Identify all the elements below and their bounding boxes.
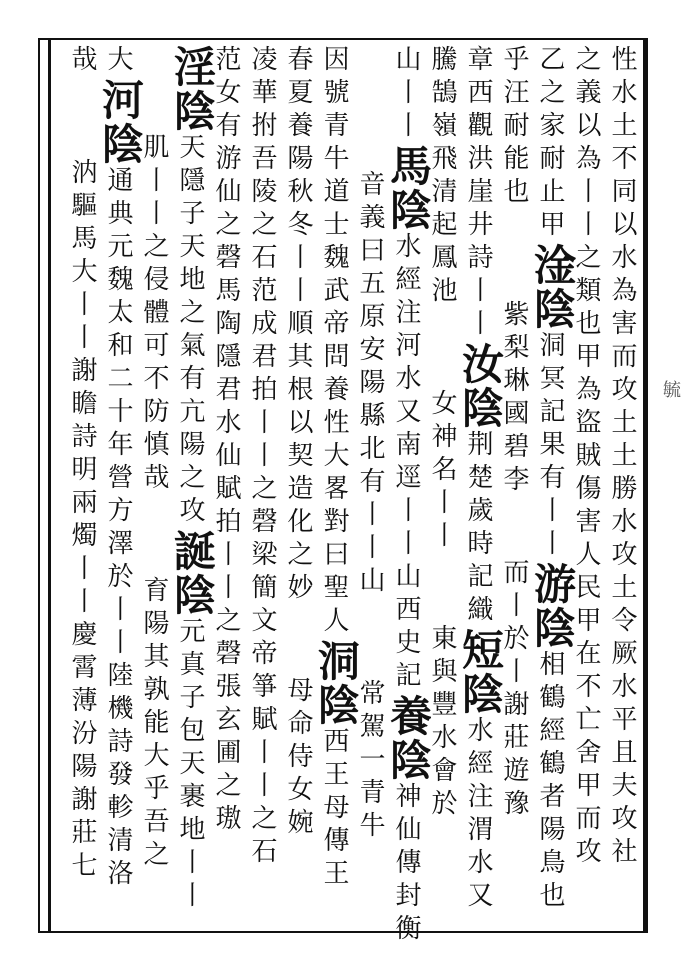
text-column-16 (64, 45, 100, 925)
text-segment: 汭驅馬大丨丨謝瞻詩明兩燭丨丨慶霄薄汾陽謝莊七 (67, 158, 97, 884)
headword: 養陰 (384, 694, 433, 782)
text-segment: 之義以為丨丨之類也甲為盜賊傷害人民甲在不亡舍甲而攻 (571, 45, 601, 870)
text-segment: 因號青牛道士魏武帝問養性大畧對曰聖人 (319, 45, 349, 639)
text-segment: 騰鵠嶺飛清起鳳池 (427, 45, 457, 309)
text-column-2 (568, 45, 604, 925)
text-segment: 常駕一青牛 (355, 679, 385, 844)
headword: 洞陰 (312, 639, 361, 727)
text-segment: 春夏養陽秋冬丨丨順其根以契造化之妙 (283, 45, 313, 606)
headword: 河陰 (96, 78, 145, 166)
text-column-10 (280, 45, 316, 925)
text-segment: 性水土不同以水為害而攻土土勝水攻土令厥水平且夫攻社 (607, 45, 637, 870)
headword: 汝陰 (456, 342, 505, 430)
text-segment: 東與豐水會於 (427, 624, 457, 822)
text-segment: 哉 (67, 45, 97, 78)
text-segment: 母命侍女婉 (283, 676, 313, 841)
text-column-14 (136, 45, 172, 925)
edge-text: 毓 (660, 380, 681, 402)
text-segment: 水經注渭水又 (463, 716, 493, 914)
text-segment: 洞冥記果有丨丨 (535, 331, 565, 562)
text-segment: 荆楚歲時記織 (463, 430, 493, 628)
text-segment: 天隱子天地之氣有亢陽之攻 (175, 133, 205, 529)
text-segment: 西王母傳王 (319, 727, 349, 892)
text-segment: 乙之家耐止甲 (535, 45, 565, 243)
text-segment: 相鶴經鶴者陽鳥也 (535, 650, 565, 914)
right-border-rule (643, 38, 646, 933)
headword: 馬陰 (384, 144, 433, 232)
text-segment: 章西觀洪崖井詩丨丨 (463, 45, 493, 342)
text-segment: 山丨丨 (391, 45, 421, 144)
text-segment: 而丨於丨謝莊遊豫 (499, 558, 529, 822)
text-segment: 育陽其孰能大乎吾之 (139, 576, 169, 873)
text-column-7 (384, 45, 433, 947)
text-segment: 通典元魏太和二十年營方澤於丨丨陸機詩發軫清洛 (103, 166, 133, 892)
text-column-11 (244, 45, 280, 925)
text-segment: 乎汪耐能也 (499, 45, 529, 210)
text-segment: 范女有游仙之磬馬陶隱君水仙賦拍丨丨之磬張玄圃之璈 (211, 45, 241, 837)
text-column-1 (604, 45, 640, 925)
headword: 淫陰 (168, 45, 217, 133)
headword: 淦陰 (528, 243, 577, 331)
text-segment: 大 (103, 45, 133, 78)
headword: 短陰 (456, 628, 505, 716)
text-column-8 (352, 45, 388, 925)
text-segment: 紫梨琳國碧李 (499, 300, 529, 498)
text-segment: 凌華拊吾陵之石范成君拍丨丨之磬梁簡文帝箏賦丨丨之石 (247, 45, 277, 870)
margin-edge-text (652, 380, 681, 580)
headword: 游陰 (528, 562, 577, 650)
text-segment: 女神名丨丨 (427, 389, 457, 554)
left-border-rule (48, 38, 51, 933)
text-segment: 水經注河水又南逕丨丨山西史記 (391, 232, 421, 694)
text-column-9 (312, 45, 361, 925)
text-segment: 神仙傳封衡 (391, 782, 421, 947)
text-column-4 (496, 45, 532, 925)
text-segment: 元真子包天裹地丨丨 (175, 617, 205, 914)
text-column-13 (168, 45, 217, 925)
text-column-5 (456, 45, 505, 925)
text-column-3 (528, 45, 577, 925)
text-column-15 (96, 45, 145, 925)
text-column-12 (208, 45, 244, 925)
text-segment: 音義曰五原安陽縣北有丨丨山 (355, 170, 385, 599)
text-segment: 肌丨丨之侵體可不防慎哉 (139, 133, 169, 496)
headword: 誕陰 (168, 529, 217, 617)
